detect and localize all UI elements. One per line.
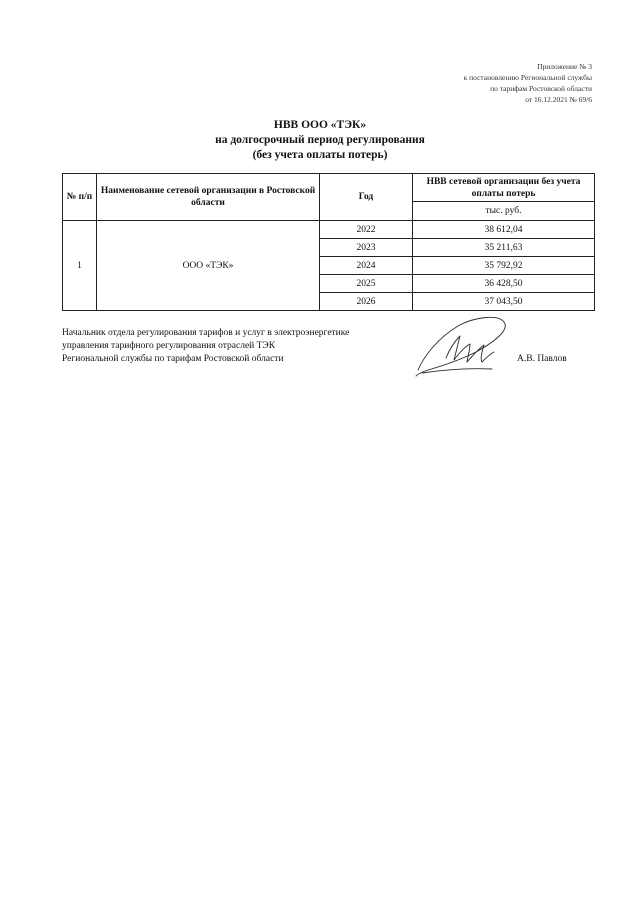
header-year: Год [320,174,413,221]
document-title [0,118,640,163]
appendix-line: по тарифам Ростовской области [490,84,592,93]
header-num: № п/п [63,174,97,221]
header-nvv: НВВ сетевой организации без учета оплаты потерь [413,174,595,202]
title-line: НВВ ООО «ТЭК» [273,119,367,131]
value-cell: 38 612,04 [413,221,595,239]
table-row [63,221,595,239]
signer-name: А.В. Павлов [517,354,567,364]
value-cell: 37 043,50 [413,293,595,311]
appendix-line: Приложение № 3 [537,62,592,71]
value-cell: 36 428,50 [413,275,595,293]
org-name-cell: ООО «ТЭК» [97,221,320,311]
appendix-line: от 16.12.2021 № 69/6 [525,95,592,104]
nvv-table [62,173,595,311]
year-cell: 2022 [320,221,413,239]
appendix-note [332,61,592,105]
header-org-name: Наименование сетевой организации в Ростовской области [97,174,320,221]
handwritten-signature [412,312,516,378]
title-line: на долгосрочный период регулирования [215,134,425,146]
year-cell: 2023 [320,239,413,257]
position-line: Региональной службы по тарифам Ростовской области [62,354,284,364]
position-line: Начальник отдела регулирования тарифов и услуг в электроэнергетике [62,328,350,338]
row-number: 1 [63,221,97,311]
year-cell: 2026 [320,293,413,311]
position-line: управления тарифного регулирования отраслей ТЭК [62,341,276,351]
signatory-position [62,327,402,366]
appendix-line: к постановлению Региональной службы [463,73,592,82]
title-line: (без учета оплаты потерь) [252,149,388,161]
header-unit: тыс. руб. [413,202,595,221]
value-cell: 35 211,63 [413,239,595,257]
value-cell: 35 792,92 [413,257,595,275]
year-cell: 2024 [320,257,413,275]
year-cell: 2025 [320,275,413,293]
